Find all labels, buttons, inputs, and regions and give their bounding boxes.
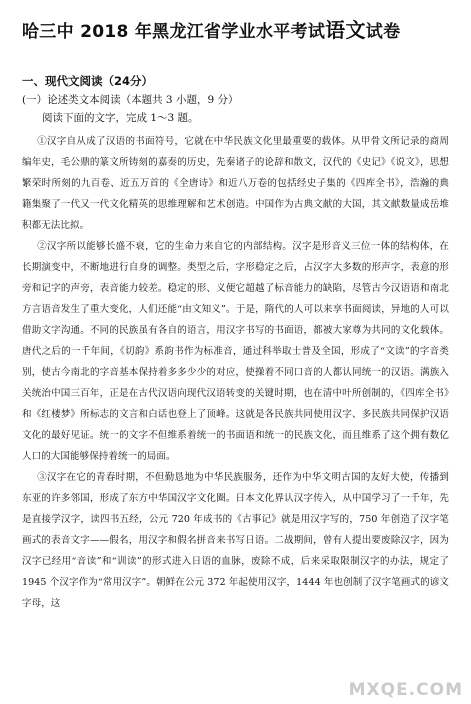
subsection-heading: (一）论述类文本阅读（本题共 3 小题，9 分） xyxy=(22,94,239,106)
paragraph-3: ③汉字在它的青春时期，不但勤恳地为中华民族服务，还作为中华文明古国的友好大使，传播到东亚的许多邻国，形成了东方中华国汉字文化圈。日本文化界认汉字传入，从中国学习了一千年，先是直接学汉字，读四书五经，公元 720 年成书的《古事记》就是用汉字写的，750 年创造了汉字笔画式的表音文字——假名，用汉字和假名拼音来书写日语。二战期间，曾有人提出要废除汉字，因为汉字已经用“音读”和“训读”的形式进入日语的血脉，废除不成，后来采取限制汉字的办法，规定了 1945 个汉字作为“常用汉字”。朝鲜在公元 372 年起使用汉字，1444 年也创制了汉字笔画式的谚文字母，这 xyxy=(22,472,449,609)
title-subject: 语文 xyxy=(325,18,366,42)
paragraph-1: ①汉字自从成了汉语的书面符号，它就在中华民族文化里最重要的载体。从甲骨文所记录的商周编年史，毛公鼎的篆文所铸刻的嘉奏的历史，先秦诸子的论辞和散文，汉代的《史记》《说文》，思想繁荣时所刻的九百卷、近五万首的《全唐诗》和近八万卷的包括经史子集的《四库全书》，浩瀚的典籍集聚了一代又一代文化精英的思维理解和艺术创造。中国作为古典文献的大国，其文献数量成岳堆积都无法比拟。 xyxy=(22,136,449,231)
section-heading: 一、现代文阅读（24分） xyxy=(22,74,154,88)
site-watermark: MXQE.COM xyxy=(348,680,463,700)
title-prefix: 哈三中 2018 年黑龙江省学业水平考试 xyxy=(22,22,326,42)
title-suffix: 试卷 xyxy=(365,22,401,42)
exam-title xyxy=(22,14,449,43)
paragraph-2: ②汉字所以能够长盛不衰，它的生命力来自它的内部结构。汉字是形音义三位一体的结构体，在长期演变中，不断地进行自身的调整。类型之后，字形稳定之后，占汉字大多数的形声字，表意的形旁和记字的声旁，表音能力较差。稳定的形、义便它超越了标音能力的缺陷，尽管古今汉语语和南北方言语音发生了重大变化，人们还能“由文知义”。于是，隋代的人可以来享书面阅读，异地的人可以借助文字沟通。不同的民族虽有各自的语言，用汉字书写的书面语，都被大家尊为共同的文化载体。唐代之后的一千年间，《切韵》系韵书作为标准音，通过科举取士普及全国，形成了“文读”的字音类别，使古今南北的字音基本保持着多多少少的对应，使操着不同口音的人都认同统一的汉语。满族入关统治中国三百年，正是在古代汉语向现代汉语转变的关键时期，也在清中叶所创制的，《四库全书》和《红楼梦》所标志的文言和白话也登上了顶峰。这就是各民族共同使用汉字、多民族共同保护汉语文化的最好见证。统一的文字不但维系着统一的书面语和统一的民族文化，而且维系了这个拥有数亿人口的大国能够保持着统一的局面。 xyxy=(22,241,449,462)
reading-instruction: 阅读下面的文字，完成 1～3 题。 xyxy=(42,112,199,124)
